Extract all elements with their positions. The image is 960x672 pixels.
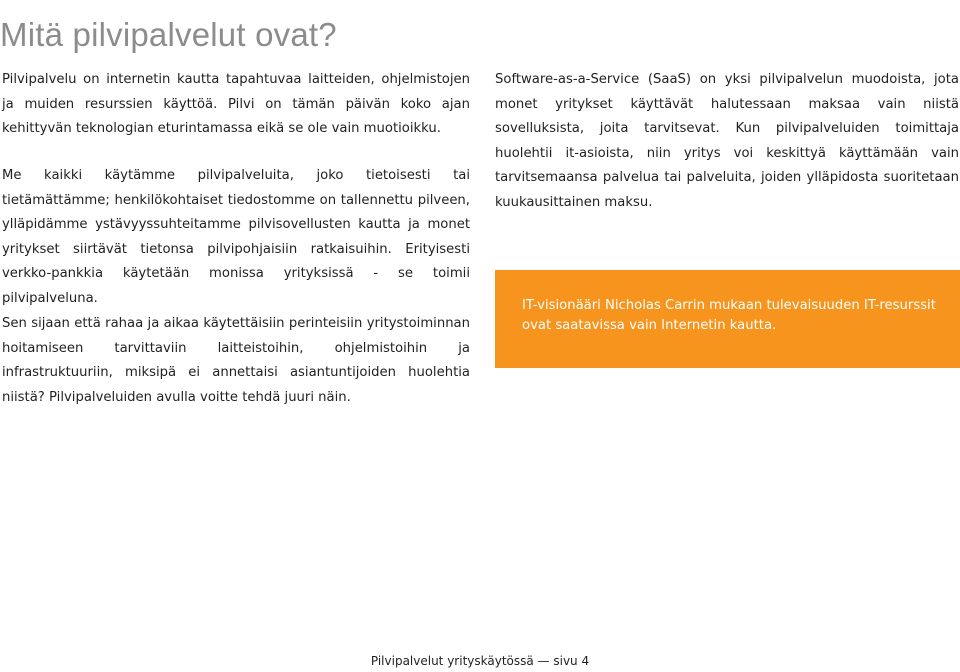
intro-paragraph: Pilvipalvelu on internetin kautta tapahtuvaa laitteiden, ohjelmistojen ja muiden resurssien käyttöä. Pilvi on tämän päivän koko ajan kehittyvän teknologian eturintamassa eikä se ole vain muotioikku. (2, 72, 470, 136)
page-title: Mitä pilvipalvelut ovat? (0, 16, 337, 54)
quote-callout-box (495, 270, 960, 368)
usage-paragraph: Me kaikki käytämme pilvipalveluita, joko tietoisesti tai tietämättämme; henkilökohtaiset tiedostomme on tallennettu pilveen, ylläpidämme ystävyyssuhteitamme pilvisovellusten kautta ja monet yritykset siirtävät tietonsa pilvipohjaisiin ratkaisuihin. Erityisesti verkko-pankkia käytetään monissa yrityksissä - se toimii pilvipalveluna. (2, 168, 470, 306)
quote-callout-text: IT-visionääri Nicholas Carrin mukaan tulevaisuuden IT-resurssit ovat saatavissa vain Internetin kautta. (522, 298, 936, 333)
page-footer: Pilvipalvelut yrityskäytössä — sivu 4 (370, 654, 590, 668)
saas-paragraph: Software-as-a-Service (SaaS) on yksi pilvipalvelun muodoista, jota monet yritykset käyttävät halutessaan maksaa vain niistä sovelluksista, joita tarvitsevat. Kun pilvipalveluiden toimittaja huolehtii it-asioista, niin yritys voi keskittyä käyttämään vain tarvitsemaansa palvelua tai palveluita, joiden ylläpidosta suoritetaan kuukausittainen maksu. (495, 72, 959, 210)
benefits-paragraph: Sen sijaan että rahaa ja aikaa käytettäisiin perinteisiin yritystoiminnan hoitamiseen tarvittaviin laitteistoihin, ohjelmistoihin ja infrastruktuuriin, miksipä ei annettaisi asiantuntijoiden huolehtia niistä? Pilvipalveluiden avulla voitte tehdä juuri näin. (2, 316, 470, 405)
